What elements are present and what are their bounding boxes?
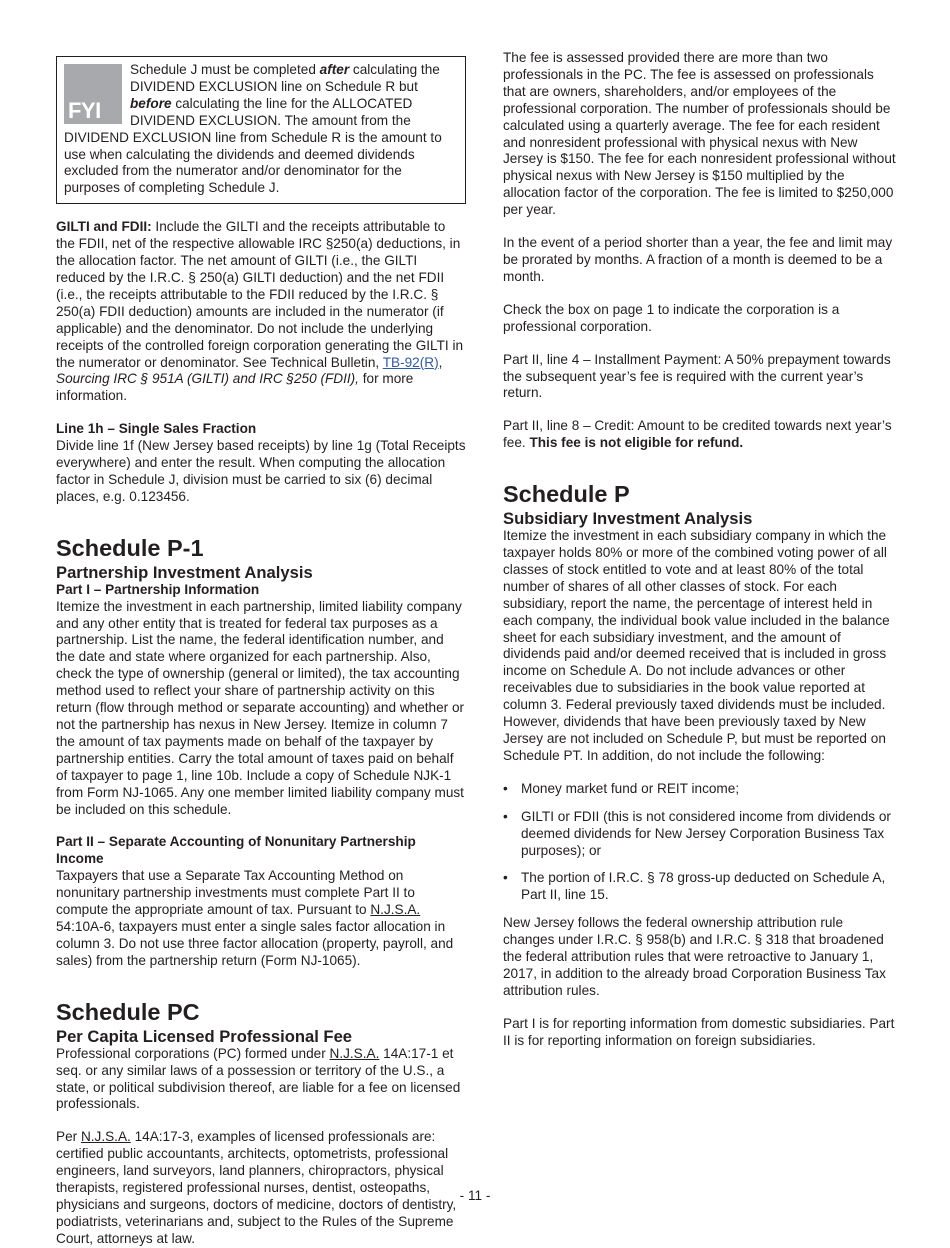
schedule-p-body: Itemize the investment in each subsidiary company in which the taxpayer holds 80% or more of the combined voting power of all classes of stock entitled to vote and at least 80% of the total number of shares of all other classes of stock. For each subsidiary, report the name, the percentage of interest held in each company, the individual book value included in the balance sheet for each subsidiary investment, and the amount of dividends paid and/or deemed received that is included in gross income on Schedule A. Do not include advances or other receivables due to subsidiaries in the book value reported at column 3. Federal previously taxed dividends must be included. However, dividends that have been previously taxed by New Jersey are not included on Schedule P, but must be reported on Schedule PT. In addition, do not include the following: — [503, 528, 890, 763]
schedule-p1-subtitle: Partnership Investment Analysis — [56, 562, 313, 582]
pc-paragraph-1: Professional corporations (PC) formed under N.J.S.A. 14A:17-1 et seq. or any similar laws of a possession or territory of the U.S., a state, or political subdivision thereof, are liable for a fee on licensed professionals. — [56, 1045, 461, 1112]
exclusion-list — [503, 781, 898, 904]
schedule-p-subtitle: Subsidiary Investment Analysis — [503, 509, 753, 529]
pc-paragraph-7: Part II, line 8 – Credit: Amount to be credited towards next year’s fee. This fee is not eligible for refund. — [503, 418, 892, 451]
schedule-p1-title: Schedule P-1 — [56, 534, 204, 561]
p1-part1-heading: Part I – Partnership Information — [56, 581, 260, 597]
bulletin-title: Sourcing IRC § 951A (GILTI) and IRC §250 (FDII), — [56, 371, 359, 387]
list-item: • Money market fund or REIT income; — [521, 781, 898, 798]
page-number: - 11 - — [459, 1188, 491, 1203]
fyi-callout — [56, 56, 466, 204]
list-item: • The portion of I.R.C. § 78 gross-up deducted on Schedule A, Part II, line 15. — [521, 870, 898, 904]
gilti-paragraph: GILTI and FDII: Include the GILTI and the receipts attributable to the FDII, net of the respective allowable IRC §250(a) deductions, in the allocation factor. The net amount of GILTI (i.e., the GILTI reduced by the I.R.C. § 250(a) GILTI deduction) and the net FDII (i.e., the receipts attributable to the FDII reduced by the I.R.C. § 250(a) FDII deduction) amounts are included in the numerator (if applicable) and the denominator. Do not include the underlying receipts of the controlled foreign corporation generating the GILTI in the numerator or denominator. See Technical Bulletin, TB-92(R), Sourcing IRC § 951A (GILTI) and IRC §250 (FDII), for more information. — [56, 219, 464, 404]
fyi-icon — [64, 64, 122, 124]
list-item: • GILTI or FDII (this is not considered income from dividends or deemed dividends for New Jersey Corporation Business Tax purposes); or — [521, 809, 898, 860]
p1-part2-body: Taxpayers that use a Separate Tax Accounting Method on nonunitary partnership investments must complete Part II to compute the appropriate amount of tax. Pursuant to N.J.S.A. 54:10A-6, taxpayers must enter a single sales factor allocation in column 3. Do not use three factor allocation (property, payroll, and sales) from the partnership return (Form NJ-1065). — [56, 868, 454, 968]
parts-paragraph: Part I is for reporting information from domestic subsidiaries. Part II is for reporting information on foreign subsidiaries. — [503, 1015, 895, 1048]
p1-part2-heading: Part II – Separate Accounting of Nonunitary Partnership Income — [56, 834, 416, 867]
tb-92r-link[interactable]: TB-92(R) — [382, 354, 439, 370]
left-column — [56, 50, 466, 1248]
pc-paragraph-3: The fee is assessed provided there are more than two professionals in the PC. The fee is assessed on professionals that are owners, shareholders, and/or employees of the professional corporation. The number of professionals should be calculated using a quarterly average. The fee for each resident and nonresident professional with physical nexus with New Jersey is $150. The fee for each nonresident professional without physical nexus with New Jersey is $150 multiplied by the allocation factor of the corporation. The fee is limited to $250,000 per year. — [503, 50, 896, 218]
pc-paragraph-6: Part II, line 4 – Installment Payment: A 50% prepayment towards the subsequent year’s fee is required with the current year’s return. — [503, 351, 891, 401]
fyi-text: Schedule J must be completed after calculating the DIVIDEND EXCLUSION line on Schedule R but before calculating the line for the ALLOCATED DIVIDEND EXCLUSION. The amount from the DIVIDEND EXCLUSION line from Schedule R is the amount to use when calculating the dividends and deemed dividends excluded from the numerator and/or denominator for the purposes of completing Schedule J. — [64, 62, 442, 196]
right-column — [503, 50, 898, 1066]
line-1h-body: Divide line 1f (New Jersey based receipts) by line 1g (Total Receipts everywhere) and enter the result. When computing the allocation factor in Schedule J, division must be carried to six (6) decimal places, e.g. 0.123456. — [56, 438, 466, 504]
line-1h-heading: Line 1h – Single Sales Fraction — [56, 421, 257, 437]
fyi-icon-label: FYI — [68, 98, 101, 123]
schedule-pc-subtitle: Per Capita Licensed Professional Fee — [56, 1026, 353, 1046]
schedule-pc-title: Schedule PC — [56, 998, 200, 1025]
pc-paragraph-2: Per N.J.S.A. 14A:17-3, examples of licensed professionals are: certified public accountants, architects, optometrists, professional engineers, land surveyors, land planners, chiropractors, physical therapists, registered professional nurses, dentist, osteopaths, physicians and surgeons, doctors of medicine, doctors of dentistry, podiatrists, veterinarians and, subject to the Rules of the Supreme Court, attorneys at law. — [56, 1129, 457, 1246]
gilti-lead: GILTI and FDII: — [56, 219, 152, 235]
p1-part1-body: Itemize the investment in each partnership, limited liability company and any other entity that is treated for federal tax purposes as a partnership. List the name, the federal identification number, and the date and state where organized for each partnership. Also, check the type of ownership (general or limited), the tax accounting method used to reflect your share of partnership activity on this return (flow through method or separate accounting) and whether or not the partnership has nexus in New Jersey. Itemize in column 7 the amount of tax payments made on behalf of the taxpayer by partnership entities. Carry the total amount of taxes paid on behalf of taxpayer to page 1, line 10b. Include a copy of Schedule NJK-1 from Form NJ-1065. Any one member limited liability company must be included on this schedule. — [56, 598, 465, 817]
schedule-p-title: Schedule P — [503, 481, 630, 508]
pc-paragraph-4: In the event of a period shorter than a year, the fee and limit may be prorated by months. A fraction of a month is deemed to be a month. — [503, 235, 893, 284]
pc-paragraph-5: Check the box on page 1 to indicate the corporation is a professional corporation. — [503, 301, 840, 334]
attribution-paragraph: New Jersey follows the federal ownership attribution rule changes under I.R.C. § 958(b) and I.R.C. § 318 that broadened the federal attribution rules that were retroactive to January 1, 2017, in addition to the already broad Corporation Business Tax attribution rules. — [503, 915, 886, 998]
